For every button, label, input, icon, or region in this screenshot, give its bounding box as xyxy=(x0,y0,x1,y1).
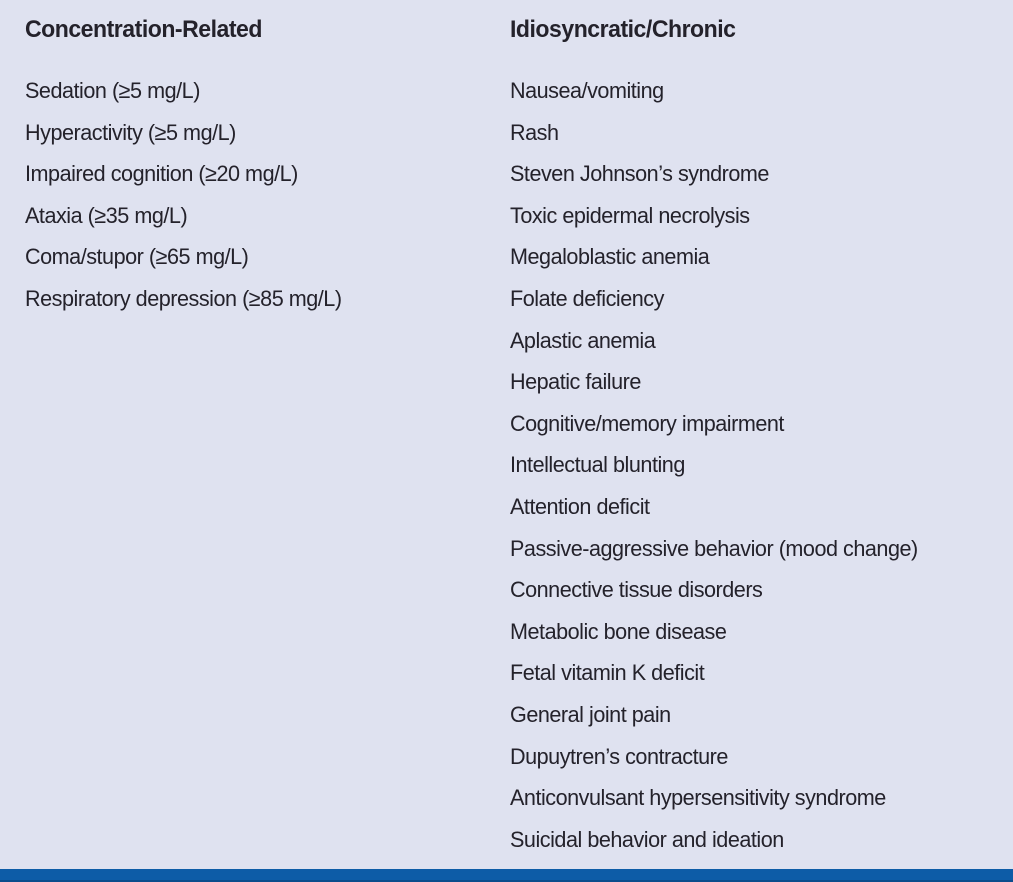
list-item: Anticonvulsant hypersensitivity syndrome xyxy=(510,785,886,811)
list-item: Megaloblastic anemia xyxy=(510,244,710,270)
list-item: Attention deficit xyxy=(510,493,650,519)
list-item: Ataxia (≥35 mg/L) xyxy=(25,202,188,228)
list-item: Sedation (≥5 mg/L) xyxy=(25,78,200,103)
list-item: Metabolic bone disease xyxy=(510,618,727,644)
concentration-related-item-list xyxy=(25,70,485,320)
list-item: Folate deficiency xyxy=(510,285,664,311)
idiosyncratic-chronic-item-list xyxy=(510,70,1000,860)
list-item: Connective tissue disorders xyxy=(510,577,763,603)
list-item: Rash xyxy=(510,119,559,145)
list-item: Aplastic anemia xyxy=(510,327,656,353)
list-item: Suicidal behavior and ideation xyxy=(510,826,784,852)
list-item: Impaired cognition (≥20 mg/L) xyxy=(25,161,298,187)
column-concentration-related xyxy=(25,14,485,320)
list-item: Passive-aggressive behavior (mood change) xyxy=(510,535,918,561)
list-item: Fetal vitamin K deficit xyxy=(510,660,705,686)
list-item: Hepatic failure xyxy=(510,369,641,395)
list-item: Cognitive/memory impairment xyxy=(510,410,784,436)
list-item: Steven Johnson’s syndrome xyxy=(510,161,769,187)
list-item: Coma/stupor (≥65 mg/L) xyxy=(25,244,249,270)
column-header-idiosyncratic-chronic: Idiosyncratic/Chronic xyxy=(510,16,736,43)
bottom-accent-bar xyxy=(0,869,1013,882)
list-item: General joint pain xyxy=(510,701,671,727)
list-item: Toxic epidermal necrolysis xyxy=(510,202,750,228)
list-item: Hyperactivity (≥5 mg/L) xyxy=(25,119,236,145)
list-item: Nausea/vomiting xyxy=(510,78,664,103)
column-header-concentration-related: Concentration-Related xyxy=(25,16,262,43)
list-item: Respiratory depression (≥85 mg/L) xyxy=(25,285,342,311)
list-item: Dupuytren’s contracture xyxy=(510,743,728,769)
column-idiosyncratic-chronic xyxy=(510,14,1000,860)
list-item: Intellectual blunting xyxy=(510,452,685,478)
